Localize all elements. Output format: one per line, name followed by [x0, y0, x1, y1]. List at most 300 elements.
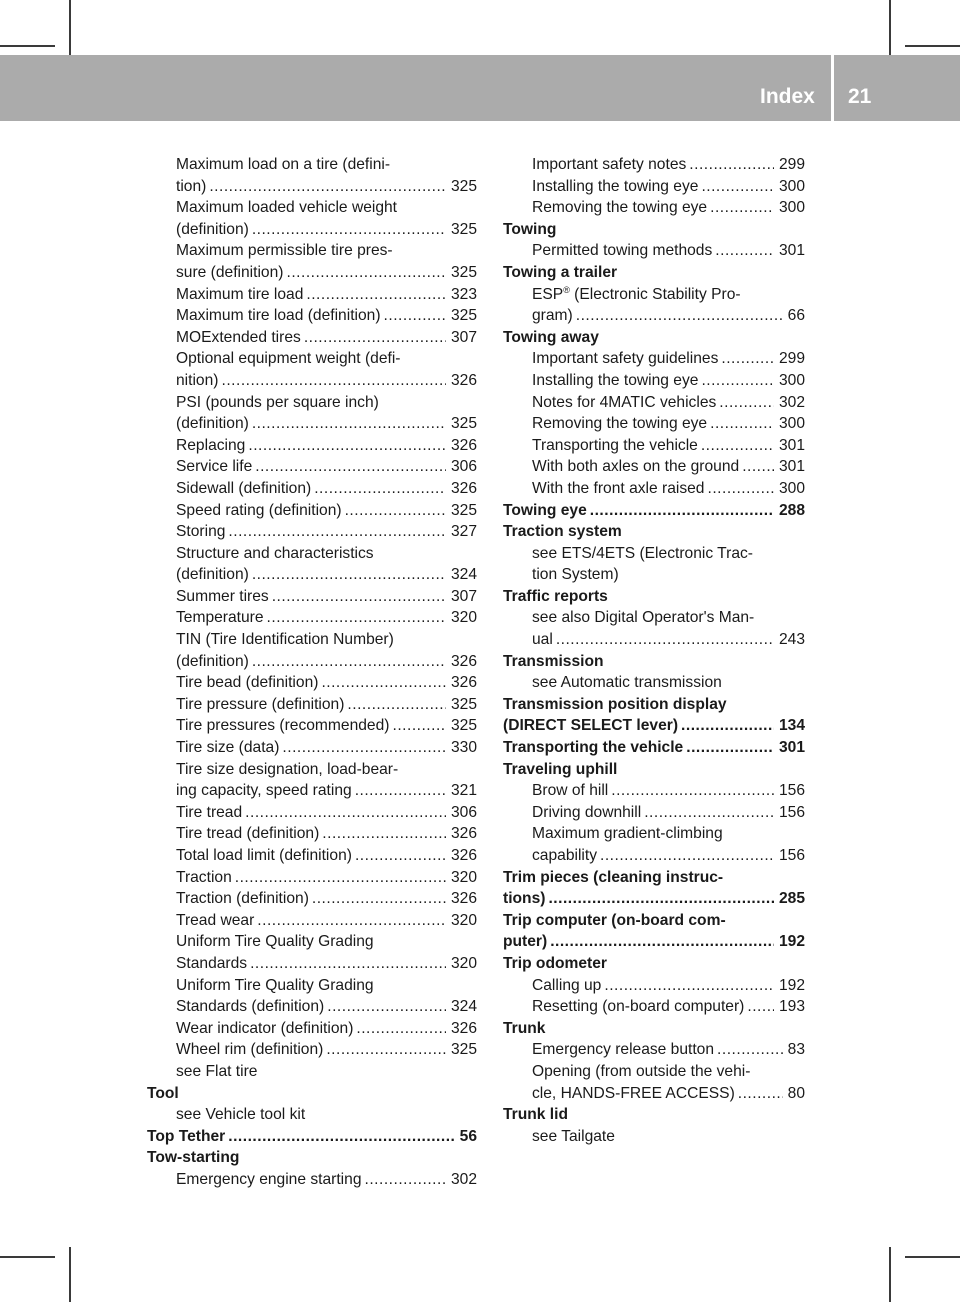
page-reference[interactable]: 306	[450, 803, 477, 821]
page-reference[interactable]: 325	[450, 695, 477, 713]
crop-mark-top-left-horizontal	[0, 45, 55, 47]
index-entry	[503, 1126, 805, 1148]
dot-leader	[321, 672, 446, 694]
index-entry-text	[176, 327, 301, 349]
index-entry	[147, 823, 477, 845]
dot-leader	[235, 867, 446, 889]
index-entry	[147, 607, 477, 629]
index-entry-text	[532, 607, 754, 629]
page-reference[interactable]: 327	[450, 523, 477, 541]
entry-label: cle, HANDS-FREE ACCESS)	[532, 1084, 735, 1102]
entry-label: Optional equipment weight (defi-	[176, 350, 401, 368]
index-entry-text	[147, 1083, 179, 1105]
dot-leader	[252, 413, 446, 435]
page-reference[interactable]: 243	[778, 631, 805, 649]
index-entry	[147, 456, 477, 478]
index-entry-text	[176, 1018, 353, 1040]
index-entry-text	[176, 1061, 257, 1083]
index-entry	[147, 262, 477, 284]
index-entry-text	[503, 759, 617, 781]
index-entry-text	[147, 1147, 239, 1169]
index-column-right	[503, 154, 805, 1147]
page-reference[interactable]: 301	[778, 436, 805, 454]
entry-label: Removing the towing eye	[532, 415, 708, 433]
dot-leader	[228, 1126, 454, 1148]
index-entry	[147, 715, 477, 737]
page-reference[interactable]: 325	[450, 177, 477, 195]
index-entry-text	[176, 694, 344, 716]
index-entry-text	[176, 953, 247, 975]
entry-label: Trunk	[503, 1019, 546, 1037]
page-reference[interactable]: 301	[778, 739, 805, 757]
index-entry-text	[532, 435, 698, 457]
index-entry	[503, 759, 805, 781]
index-entry-text	[176, 305, 381, 327]
page-reference[interactable]: 192	[778, 976, 805, 994]
entry-label: With the front axle raised	[532, 479, 705, 497]
entry-label: Maximum tire load	[176, 285, 304, 303]
page-reference[interactable]: 326	[450, 479, 477, 497]
entry-label: Towing a trailer	[503, 263, 618, 281]
dot-leader	[347, 694, 446, 716]
index-entry	[503, 802, 805, 824]
dot-leader	[701, 176, 774, 198]
dot-leader	[209, 176, 446, 198]
index-entry	[503, 1061, 805, 1083]
index-entry	[503, 953, 805, 975]
entry-label: see Automatic transmission	[532, 674, 722, 692]
page-reference[interactable]: 326	[450, 890, 477, 908]
page-reference[interactable]: 302	[778, 393, 805, 411]
index-entry	[147, 910, 477, 932]
page-reference[interactable]: 325	[450, 717, 477, 735]
entry-label: Tread wear	[176, 911, 255, 929]
index-entry	[503, 586, 805, 608]
page-reference[interactable]: 300	[778, 177, 805, 195]
entry-label: Maximum gradient-climbing	[532, 825, 723, 843]
entry-label: Important safety guidelines	[532, 350, 719, 368]
dot-leader	[326, 1039, 446, 1061]
index-entry	[147, 629, 477, 651]
dot-leader	[255, 456, 446, 478]
entry-label: Maximum tire load (definition)	[176, 307, 381, 325]
index-entry	[147, 500, 477, 522]
page-reference[interactable]: 301	[778, 242, 805, 260]
entry-label: see Vehicle tool kit	[176, 1106, 306, 1124]
entry-label: (DIRECT SELECT lever)	[503, 717, 679, 735]
entry-label: sure (definition)	[176, 263, 284, 281]
entry-label: Tire pressures (recommended)	[176, 717, 390, 735]
entry-label: Traction	[176, 868, 232, 886]
section-title: Index	[760, 85, 815, 108]
dot-leader	[250, 953, 446, 975]
index-entry	[147, 888, 477, 910]
dot-leader	[721, 348, 774, 370]
entry-label: Summer tires	[176, 587, 269, 605]
page-reference[interactable]: 324	[450, 566, 477, 584]
index-entry-text	[532, 456, 739, 478]
dot-leader	[355, 780, 446, 802]
index-entry	[147, 176, 477, 198]
entry-label: Wheel rim (definition)	[176, 1041, 324, 1059]
entry-label: Trip odometer	[503, 954, 607, 972]
index-entry-text	[503, 910, 726, 932]
dot-leader	[681, 715, 774, 737]
entry-label: Transporting the vehicle	[532, 436, 698, 454]
page-reference[interactable]: 307	[450, 328, 477, 346]
index-entry-text	[176, 197, 397, 219]
page-reference[interactable]: 80	[787, 1084, 805, 1102]
index-entry	[503, 413, 805, 435]
page-reference[interactable]: 325	[450, 1041, 477, 1059]
entry-label: puter)	[503, 933, 548, 951]
entry-label: Trip computer (on-board com-	[503, 911, 726, 929]
index-entry	[503, 564, 805, 586]
registered-mark: ®	[563, 284, 570, 295]
index-entry-text	[503, 888, 545, 910]
dot-leader	[252, 564, 446, 586]
page-reference[interactable]: 285	[778, 890, 805, 908]
index-entry-text	[503, 867, 723, 889]
entry-label: ESP	[532, 285, 564, 303]
index-entry-text	[176, 219, 249, 241]
index-entry	[503, 500, 805, 522]
dot-leader	[356, 1018, 446, 1040]
index-entry	[503, 219, 805, 241]
entry-label: Temperature	[176, 609, 264, 627]
index-entry	[503, 370, 805, 392]
page-number: 21	[848, 85, 872, 108]
page-reference[interactable]: 306	[450, 458, 477, 476]
index-entry	[147, 154, 477, 176]
index-entry	[147, 284, 477, 306]
dot-leader	[286, 262, 445, 284]
index-entry	[147, 802, 477, 824]
dot-leader	[272, 586, 446, 608]
crop-mark-bottom-left-horizontal	[0, 1256, 55, 1258]
index-entry-text	[176, 629, 394, 651]
page-reference[interactable]: 83	[787, 1041, 805, 1059]
index-entry-text	[176, 910, 254, 932]
page-reference[interactable]: 307	[450, 587, 477, 605]
index-entry	[503, 607, 805, 629]
index-entry-text	[176, 456, 252, 478]
index-entry-text	[176, 543, 374, 565]
page-reference[interactable]: 299	[778, 156, 805, 173]
index-entry-text	[532, 672, 722, 694]
crop-mark-top-right-horizontal	[905, 45, 960, 47]
index-entry	[147, 413, 477, 435]
entry-label: Tire tread (definition)	[176, 825, 320, 843]
index-entry	[147, 651, 477, 673]
index-entry	[147, 564, 477, 586]
index-entry	[147, 197, 477, 219]
page-reference[interactable]: 156	[778, 803, 805, 821]
entry-label: (definition)	[176, 220, 249, 238]
page-reference[interactable]: 325	[450, 263, 477, 281]
entry-label: Standards (definition)	[176, 998, 325, 1016]
index-entry	[147, 975, 477, 997]
index-entry	[503, 996, 805, 1018]
crop-mark-top-left-vertical	[69, 0, 71, 55]
crop-mark-bottom-right-vertical	[889, 1247, 891, 1302]
entry-label: Towing	[503, 220, 557, 238]
index-entry	[147, 845, 477, 867]
index-entry-text	[176, 564, 249, 586]
index-entry	[503, 780, 805, 802]
index-entry-text	[176, 1169, 362, 1191]
page-reference[interactable]: 326	[450, 436, 477, 454]
index-entry-text	[176, 996, 324, 1018]
entry-label: Notes for 4MATIC vehicles	[532, 393, 717, 411]
index-entry-text	[176, 586, 269, 608]
index-entry	[147, 867, 477, 889]
index-entry-text	[532, 154, 686, 176]
dot-leader	[550, 931, 774, 953]
entry-label: Traffic reports	[503, 587, 608, 605]
page-reference[interactable]: 300	[778, 479, 805, 497]
index-entry-text	[503, 931, 547, 953]
page-reference[interactable]: 326	[450, 847, 477, 864]
dot-leader	[312, 888, 446, 910]
page-reference[interactable]: 326	[450, 371, 477, 389]
index-entry	[503, 888, 805, 910]
entry-label: Brow of hill	[532, 782, 609, 800]
index-entry-text	[532, 996, 744, 1018]
dot-leader	[747, 996, 774, 1018]
page-reference[interactable]: 302	[450, 1170, 477, 1188]
dot-leader	[267, 607, 446, 629]
entry-label: Sidewall (definition)	[176, 479, 312, 497]
index-entry	[147, 521, 477, 543]
index-entry	[147, 240, 477, 262]
index-entry	[147, 780, 477, 802]
entry-label: see ETS/4ETS (Electronic Trac-	[532, 544, 753, 562]
index-entry-text	[532, 975, 601, 997]
entry-label: tion System)	[532, 566, 619, 584]
page-reference[interactable]: 321	[450, 782, 477, 800]
entry-label: Tire bead (definition)	[176, 674, 319, 692]
index-entry-text	[503, 586, 608, 608]
index-entry-text	[503, 1018, 545, 1040]
index-entry-text	[176, 521, 225, 543]
index-entry	[503, 392, 805, 414]
entry-label: Trim pieces (cleaning instruc-	[503, 868, 724, 886]
index-entry-text	[532, 823, 723, 845]
index-entry-text	[176, 1104, 305, 1126]
index-entry	[147, 327, 477, 349]
page-reference[interactable]: 330	[450, 739, 477, 757]
index-entry-text	[176, 759, 398, 781]
index-entry	[147, 672, 477, 694]
index-entry-text	[532, 845, 597, 867]
entry-label: TIN (Tire Identification Number)	[176, 631, 394, 649]
page-reference[interactable]: 193	[778, 998, 805, 1016]
index-entry-text	[176, 780, 352, 802]
dot-leader	[689, 154, 774, 176]
index-entry-text	[503, 219, 556, 241]
index-column-left	[147, 154, 477, 1191]
entry-label: Tow-starting	[147, 1149, 240, 1167]
dot-leader	[392, 715, 445, 737]
index-entry-text	[176, 392, 379, 414]
index-entry-text	[532, 629, 553, 651]
entry-label: Standards	[176, 954, 248, 972]
index-entry-text	[176, 240, 393, 262]
index-entry-text	[176, 1039, 323, 1061]
entry-label: Trunk lid	[503, 1106, 568, 1124]
index-entry-text	[176, 931, 374, 953]
page-reference[interactable]: 300	[778, 415, 805, 433]
index-entry	[503, 543, 805, 565]
dot-leader	[282, 737, 446, 759]
index-entry	[503, 629, 805, 651]
index-entry	[147, 1147, 477, 1169]
index-entry	[147, 392, 477, 414]
entry-label: Permitted towing methods	[532, 242, 713, 260]
page-reference[interactable]: 320	[450, 609, 477, 627]
dot-leader	[257, 910, 446, 932]
dot-leader	[719, 392, 774, 414]
page-reference[interactable]: 326	[450, 825, 477, 843]
dot-leader	[245, 802, 446, 824]
page-reference[interactable]: 156	[778, 847, 805, 864]
page-reference[interactable]: 326	[450, 1019, 477, 1037]
page-reference[interactable]: 320	[450, 911, 477, 929]
index-entry	[503, 931, 805, 953]
entry-label: Replacing	[176, 436, 246, 454]
index-entry	[503, 176, 805, 198]
index-entry-text	[176, 737, 279, 759]
page-reference[interactable]: 325	[450, 415, 477, 433]
entry-label: Tire size (data)	[176, 739, 280, 757]
page-reference[interactable]: 299	[778, 350, 805, 368]
entry-label: Emergency release button	[532, 1041, 715, 1059]
page-reference[interactable]: 320	[450, 868, 477, 886]
entry-label-continued: (Electronic Stability Pro-	[569, 285, 741, 303]
dot-leader	[738, 1083, 783, 1105]
index-entry-text	[176, 607, 264, 629]
index-entry-text	[176, 802, 242, 824]
index-entry-text	[176, 845, 352, 867]
dot-leader	[600, 845, 774, 867]
index-entry	[503, 305, 805, 327]
dot-leader	[556, 629, 774, 651]
page-reference[interactable]: 300	[778, 199, 805, 217]
index-entry	[147, 931, 477, 953]
dot-leader	[228, 521, 446, 543]
entry-label: Tire tread	[176, 803, 243, 821]
dot-leader	[355, 845, 446, 867]
page-reference[interactable]: 66	[787, 307, 805, 325]
entry-label: Traction system	[503, 523, 622, 541]
entry-label: Transmission position display	[503, 695, 727, 713]
entry-label: Uniform Tire Quality Grading	[176, 933, 374, 951]
page-reference[interactable]: 325	[450, 220, 477, 238]
index-entry-text	[532, 176, 698, 198]
index-entry	[503, 240, 805, 262]
page-reference[interactable]: 326	[450, 674, 477, 692]
page-reference[interactable]: 326	[450, 652, 477, 670]
page-header-bar	[0, 55, 960, 121]
page-reference[interactable]: 325	[450, 307, 477, 325]
index-entry-text	[176, 672, 318, 694]
page-reference[interactable]: 325	[450, 501, 477, 519]
index-entry	[147, 1126, 477, 1148]
index-entry	[147, 1169, 477, 1191]
index-entry-text	[532, 802, 641, 824]
index-entry	[503, 154, 805, 176]
crop-mark-bottom-left-vertical	[69, 1247, 71, 1302]
index-entry-text	[176, 413, 249, 435]
index-entry-text	[176, 478, 311, 500]
dot-leader	[701, 435, 774, 457]
index-entry	[147, 694, 477, 716]
index-entry	[147, 759, 477, 781]
index-entry-text	[176, 154, 390, 176]
entry-label: Installing the towing eye	[532, 371, 699, 389]
entry-label: Transmission	[503, 652, 604, 670]
dot-leader	[604, 975, 774, 997]
index-entry-text	[503, 715, 678, 737]
page-reference[interactable]: 134	[778, 717, 805, 735]
entry-label: Speed rating (definition)	[176, 501, 342, 519]
page-reference[interactable]: 288	[778, 501, 805, 519]
index-entry	[503, 435, 805, 457]
page-reference[interactable]: 156	[778, 782, 805, 800]
index-entry-text	[176, 435, 245, 457]
index-entry-text	[176, 284, 303, 306]
entry-label: Wear indicator (definition)	[176, 1019, 354, 1037]
dot-leader	[252, 219, 446, 241]
index-entry-text	[176, 975, 374, 997]
entry-label: Total load limit (definition)	[176, 847, 352, 864]
index-entry-text	[532, 1126, 615, 1148]
crop-mark-bottom-right-horizontal	[905, 1256, 960, 1258]
entry-label: Tire pressure (definition)	[176, 695, 345, 713]
entry-label: MOExtended tires	[176, 328, 301, 346]
index-entry	[503, 651, 805, 673]
page-reference[interactable]: 320	[450, 954, 477, 972]
page-reference[interactable]: 192	[778, 933, 805, 951]
page-reference[interactable]: 323	[450, 285, 477, 303]
index-entry	[503, 845, 805, 867]
dot-leader	[686, 737, 774, 759]
index-entry	[147, 370, 477, 392]
dot-leader	[345, 500, 446, 522]
index-entry	[503, 867, 805, 889]
page-reference[interactable]: 300	[778, 371, 805, 389]
index-entry	[503, 975, 805, 997]
entry-label: see also Digital Operator's Man-	[532, 609, 755, 627]
index-entry-text	[503, 651, 604, 673]
index-entry-text	[176, 823, 319, 845]
page-reference[interactable]: 301	[778, 458, 805, 476]
index-entry-text	[147, 1126, 225, 1148]
index-entry	[503, 1018, 805, 1040]
index-entry	[147, 1104, 477, 1126]
entry-label: Traction (definition)	[176, 890, 309, 908]
dot-leader	[252, 651, 446, 673]
entry-label: (definition)	[176, 415, 249, 433]
index-entry	[147, 219, 477, 241]
entry-label: Service life	[176, 458, 253, 476]
page-reference[interactable]: 324	[450, 998, 477, 1016]
page-reference[interactable]: 56	[459, 1127, 477, 1145]
crop-mark-top-right-vertical	[889, 0, 891, 55]
index-entry-text	[176, 176, 206, 198]
index-entry	[147, 1018, 477, 1040]
